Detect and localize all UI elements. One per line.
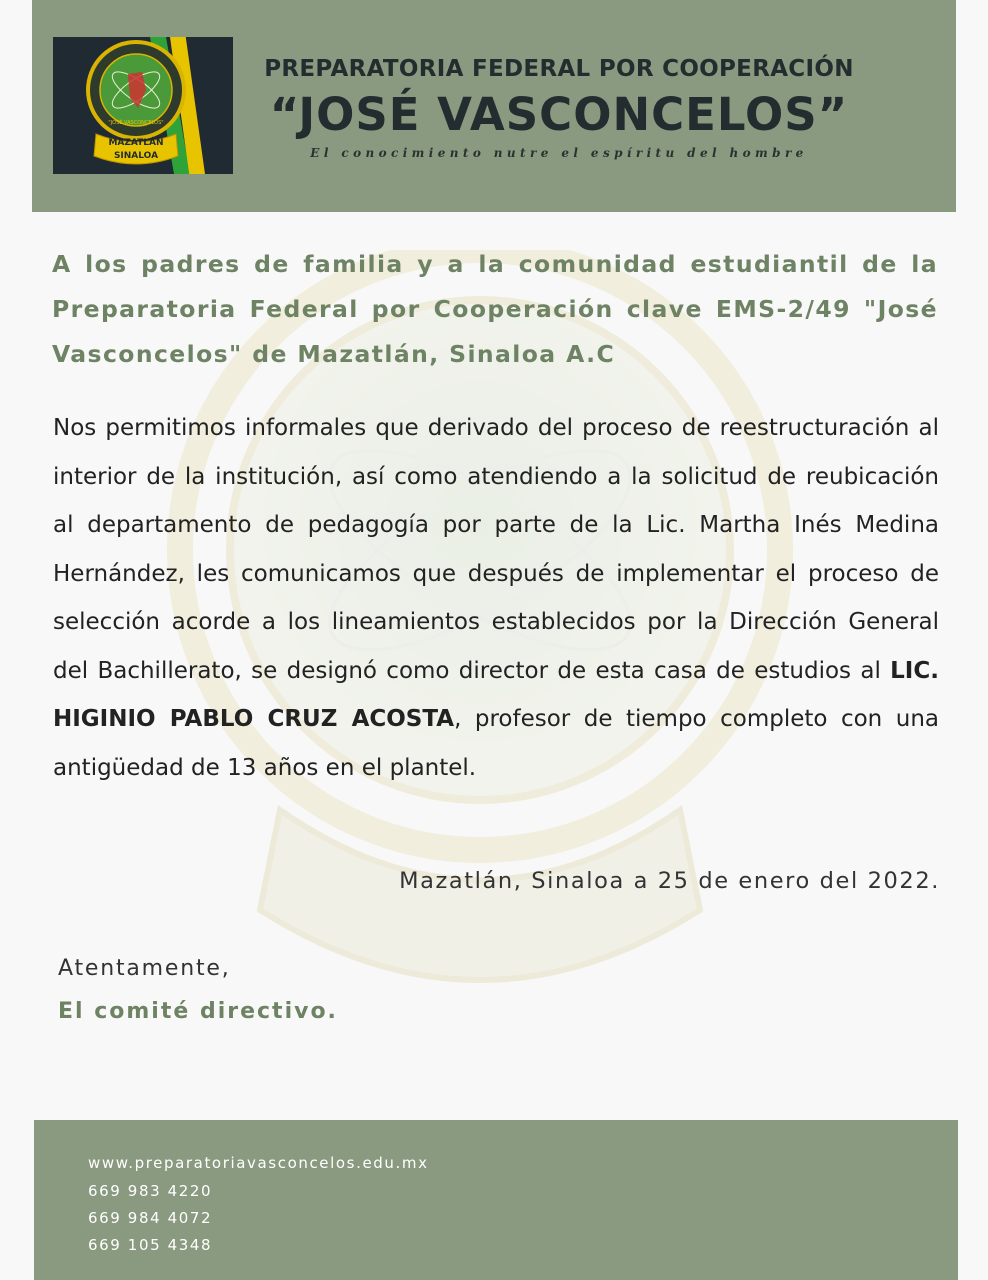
letter-closing: Atentamente, — [58, 956, 231, 981]
school-motto: El conocimiento nutre el espíritu del hombre — [310, 146, 808, 160]
phone-number[interactable]: 669 105 4348 — [88, 1236, 213, 1254]
letter-signature: El comité directivo. — [58, 999, 338, 1024]
svg-text:MAZATLÁN: MAZATLÁN — [108, 138, 164, 148]
letter-body — [53, 404, 939, 792]
director-name: LIC. HIGINIO PABLO CRUZ ACOSTA — [53, 657, 939, 732]
letter-body-text: Nos permitimos informales que derivado del proceso de reestructuración al interior de la institución, así como atendiendo a la solicitud de reubicación al departamento de pedagogía por parte de la Lic. Martha Inés Medina Hernández, les comunicamos que después de implementar el proceso de selección acorde a los lineamientos establecidos por la Dirección General del Bachillerato, se designó como director de esta casa de estudios al — [53, 415, 939, 684]
svg-text:"JOSÉ VASCONCELOS": "JOSÉ VASCONCELOS" — [108, 120, 164, 126]
svg-text:SINALOA: SINALOA — [113, 151, 159, 161]
school-title-line2: “JOSÉ VASCONCELOS” — [269, 88, 849, 141]
phone-number[interactable]: 669 983 4220 — [88, 1182, 213, 1200]
letter-date: Mazatlán, Sinaloa a 25 de enero del 2022. — [399, 868, 940, 894]
footer-band — [34, 1120, 958, 1280]
website-link[interactable]: www.preparatoriavasconcelos.edu.mx — [88, 1154, 429, 1172]
school-seal-logo-icon — [84, 38, 188, 170]
letter-body-text-end: , profesor de tiempo completo con una antigüedad de 13 años en el plantel. — [53, 706, 939, 781]
letter-salutation: A los padres de familia y a la comunidad estudiantil de la Preparatoria Federal por Cooperación clave EMS-2/49 "José Vasconcelos" de Mazatlán, Sinaloa A.C — [52, 250, 938, 368]
school-title-line1: PREPARATORIA FEDERAL POR COOPERACIÓN — [264, 56, 854, 82]
phone-number[interactable]: 669 984 4072 — [88, 1209, 213, 1227]
